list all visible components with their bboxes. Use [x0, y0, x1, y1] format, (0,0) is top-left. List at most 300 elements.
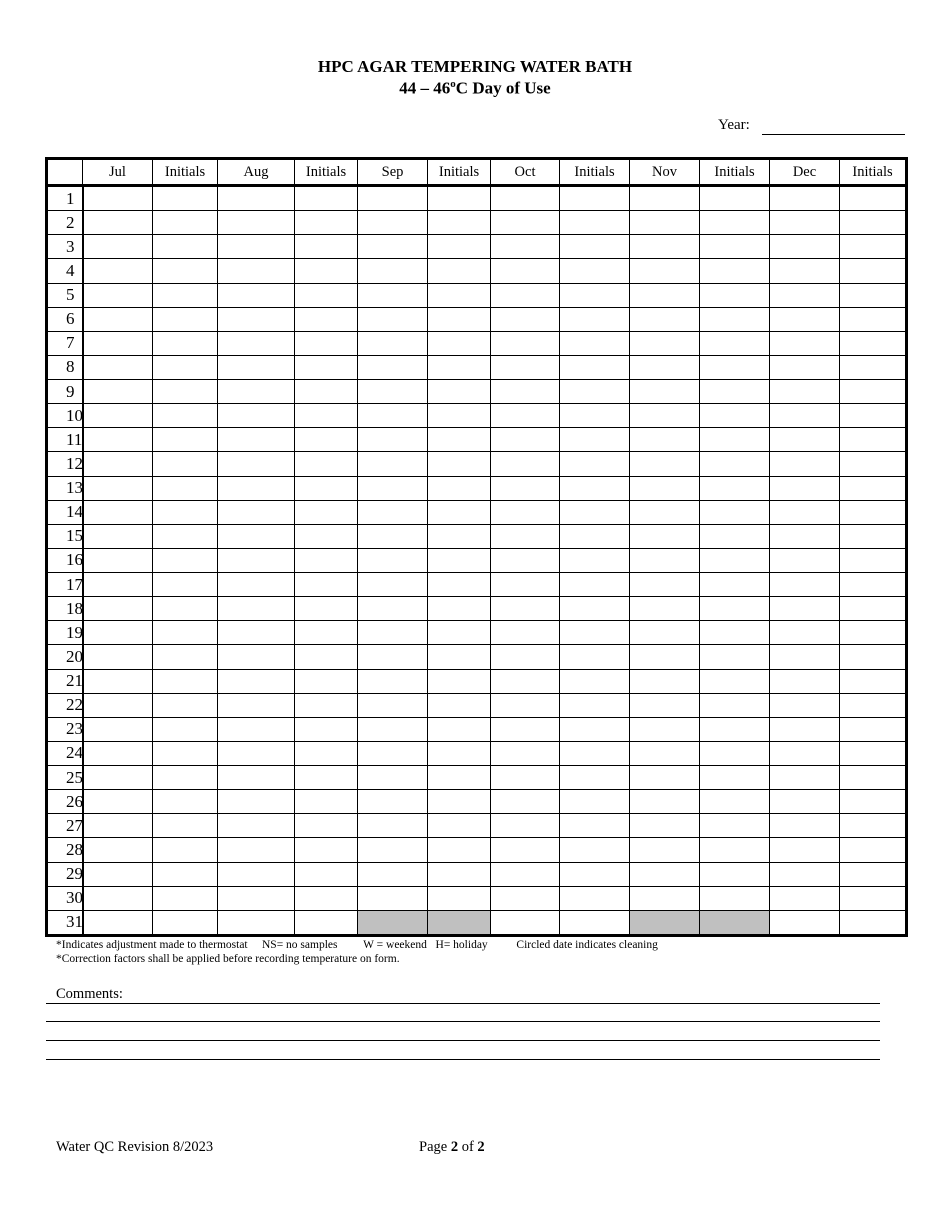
entry-cell[interactable] [358, 645, 428, 669]
entry-cell[interactable] [295, 355, 358, 379]
entry-cell[interactable] [491, 211, 560, 235]
entry-cell[interactable] [218, 910, 295, 935]
entry-cell[interactable] [630, 428, 700, 452]
entry-cell[interactable] [428, 766, 491, 790]
entry-cell[interactable] [700, 283, 770, 307]
entry-cell[interactable] [428, 621, 491, 645]
entry-cell[interactable] [560, 573, 630, 597]
entry-cell[interactable] [428, 428, 491, 452]
entry-cell[interactable] [560, 259, 630, 283]
entry-cell[interactable] [83, 500, 153, 524]
entry-cell[interactable] [153, 307, 218, 331]
entry-cell[interactable] [153, 380, 218, 404]
entry-cell[interactable] [153, 717, 218, 741]
entry-cell[interactable] [560, 597, 630, 621]
entry-cell[interactable] [218, 717, 295, 741]
entry-cell[interactable] [153, 621, 218, 645]
entry-cell[interactable] [630, 790, 700, 814]
entry-cell[interactable] [630, 645, 700, 669]
entry-cell[interactable] [83, 476, 153, 500]
entry-cell[interactable] [218, 573, 295, 597]
entry-cell[interactable] [770, 524, 840, 548]
entry-cell[interactable] [840, 186, 907, 211]
entry-cell[interactable] [83, 548, 153, 572]
entry-cell[interactable] [491, 741, 560, 765]
entry-cell[interactable] [560, 838, 630, 862]
entry-cell[interactable] [358, 186, 428, 211]
entry-cell[interactable] [83, 235, 153, 259]
entry-cell[interactable] [295, 645, 358, 669]
entry-cell[interactable] [428, 645, 491, 669]
entry-cell[interactable] [358, 862, 428, 886]
entry-cell[interactable] [428, 741, 491, 765]
entry-cell[interactable] [358, 500, 428, 524]
entry-cell[interactable] [83, 621, 153, 645]
entry-cell[interactable] [218, 380, 295, 404]
entry-cell[interactable] [428, 573, 491, 597]
entry-cell[interactable] [218, 404, 295, 428]
entry-cell[interactable] [358, 693, 428, 717]
entry-cell[interactable] [770, 717, 840, 741]
entry-cell[interactable] [218, 645, 295, 669]
entry-cell[interactable] [428, 380, 491, 404]
entry-cell[interactable] [218, 355, 295, 379]
entry-cell[interactable] [83, 259, 153, 283]
entry-cell[interactable] [428, 283, 491, 307]
entry-cell[interactable] [358, 211, 428, 235]
entry-cell[interactable] [770, 862, 840, 886]
entry-cell[interactable] [770, 814, 840, 838]
entry-cell[interactable] [700, 211, 770, 235]
entry-cell[interactable] [153, 766, 218, 790]
entry-cell[interactable] [840, 235, 907, 259]
entry-cell[interactable] [83, 573, 153, 597]
entry-cell[interactable] [83, 693, 153, 717]
entry-cell[interactable] [153, 186, 218, 211]
comment-line-2[interactable] [46, 1021, 880, 1022]
entry-cell[interactable] [560, 645, 630, 669]
entry-cell[interactable] [358, 307, 428, 331]
entry-cell[interactable] [700, 259, 770, 283]
entry-cell[interactable] [428, 717, 491, 741]
entry-cell[interactable] [358, 814, 428, 838]
entry-cell[interactable] [770, 428, 840, 452]
entry-cell[interactable] [700, 500, 770, 524]
entry-cell[interactable] [358, 283, 428, 307]
entry-cell[interactable] [770, 669, 840, 693]
entry-cell[interactable] [428, 597, 491, 621]
entry-cell[interactable] [83, 766, 153, 790]
entry-cell[interactable] [560, 186, 630, 211]
entry-cell[interactable] [770, 910, 840, 935]
entry-cell[interactable] [358, 766, 428, 790]
entry-cell[interactable] [153, 862, 218, 886]
entry-cell[interactable] [428, 452, 491, 476]
entry-cell[interactable] [630, 355, 700, 379]
entry-cell[interactable] [295, 814, 358, 838]
entry-cell[interactable] [491, 717, 560, 741]
entry-cell[interactable] [218, 452, 295, 476]
entry-cell[interactable] [218, 524, 295, 548]
entry-cell[interactable] [491, 186, 560, 211]
entry-cell[interactable] [770, 741, 840, 765]
entry-cell[interactable] [770, 355, 840, 379]
entry-cell[interactable] [560, 500, 630, 524]
entry-cell[interactable] [83, 838, 153, 862]
entry-cell[interactable] [153, 838, 218, 862]
entry-cell[interactable] [218, 766, 295, 790]
entry-cell[interactable] [700, 886, 770, 910]
entry-cell[interactable] [83, 283, 153, 307]
entry-cell[interactable] [83, 355, 153, 379]
entry-cell[interactable] [295, 886, 358, 910]
entry-cell[interactable] [840, 862, 907, 886]
entry-cell[interactable] [770, 211, 840, 235]
entry-cell[interactable] [840, 814, 907, 838]
entry-cell[interactable] [295, 669, 358, 693]
entry-cell[interactable] [491, 573, 560, 597]
entry-cell[interactable] [770, 259, 840, 283]
entry-cell[interactable] [428, 259, 491, 283]
entry-cell[interactable] [700, 307, 770, 331]
entry-cell[interactable] [560, 307, 630, 331]
entry-cell[interactable] [295, 331, 358, 355]
entry-cell[interactable] [700, 452, 770, 476]
entry-cell[interactable] [358, 331, 428, 355]
entry-cell[interactable] [358, 259, 428, 283]
entry-cell[interactable] [153, 211, 218, 235]
entry-cell[interactable] [700, 621, 770, 645]
entry-cell[interactable] [700, 331, 770, 355]
entry-cell[interactable] [218, 186, 295, 211]
entry-cell[interactable] [295, 790, 358, 814]
entry-cell[interactable] [630, 814, 700, 838]
entry-cell[interactable] [428, 814, 491, 838]
entry-cell[interactable] [295, 548, 358, 572]
entry-cell[interactable] [153, 669, 218, 693]
entry-cell[interactable] [770, 790, 840, 814]
entry-cell[interactable] [560, 621, 630, 645]
entry-cell[interactable] [560, 910, 630, 935]
entry-cell[interactable] [295, 597, 358, 621]
entry-cell[interactable] [295, 211, 358, 235]
entry-cell[interactable] [83, 524, 153, 548]
entry-cell[interactable] [840, 621, 907, 645]
entry-cell[interactable] [83, 645, 153, 669]
entry-cell[interactable] [840, 886, 907, 910]
entry-cell[interactable] [630, 573, 700, 597]
entry-cell[interactable] [83, 741, 153, 765]
entry-cell[interactable] [700, 645, 770, 669]
entry-cell[interactable] [560, 886, 630, 910]
entry-cell[interactable] [630, 838, 700, 862]
entry-cell[interactable] [491, 548, 560, 572]
entry-cell[interactable] [153, 404, 218, 428]
entry-cell[interactable] [428, 524, 491, 548]
entry-cell[interactable] [560, 283, 630, 307]
entry-cell[interactable] [700, 741, 770, 765]
entry-cell[interactable] [428, 548, 491, 572]
entry-cell[interactable] [428, 693, 491, 717]
entry-cell[interactable] [83, 910, 153, 935]
entry-cell[interactable] [83, 886, 153, 910]
entry-cell[interactable] [83, 307, 153, 331]
entry-cell[interactable] [630, 766, 700, 790]
entry-cell[interactable] [560, 452, 630, 476]
entry-cell[interactable] [700, 814, 770, 838]
entry-cell[interactable] [491, 452, 560, 476]
entry-cell[interactable] [770, 766, 840, 790]
entry-cell[interactable] [428, 838, 491, 862]
entry-cell[interactable] [491, 380, 560, 404]
entry-cell[interactable] [295, 283, 358, 307]
entry-cell[interactable] [218, 838, 295, 862]
entry-cell[interactable] [560, 404, 630, 428]
entry-cell[interactable] [630, 452, 700, 476]
entry-cell[interactable] [770, 693, 840, 717]
entry-cell[interactable] [358, 548, 428, 572]
entry-cell[interactable] [840, 331, 907, 355]
entry-cell[interactable] [840, 259, 907, 283]
entry-cell[interactable] [840, 211, 907, 235]
entry-cell[interactable] [218, 476, 295, 500]
entry-cell[interactable] [153, 645, 218, 669]
entry-cell[interactable] [295, 428, 358, 452]
entry-cell[interactable] [700, 355, 770, 379]
entry-cell[interactable] [358, 355, 428, 379]
entry-cell[interactable] [358, 428, 428, 452]
entry-cell[interactable] [218, 886, 295, 910]
entry-cell[interactable] [560, 717, 630, 741]
entry-cell[interactable] [560, 211, 630, 235]
comment-line-4[interactable] [46, 1059, 880, 1060]
entry-cell[interactable] [770, 476, 840, 500]
entry-cell[interactable] [153, 524, 218, 548]
entry-cell[interactable] [295, 717, 358, 741]
entry-cell[interactable] [700, 476, 770, 500]
entry-cell[interactable] [630, 331, 700, 355]
entry-cell[interactable] [295, 259, 358, 283]
entry-cell[interactable] [153, 452, 218, 476]
entry-cell[interactable] [491, 910, 560, 935]
entry-cell[interactable] [83, 428, 153, 452]
entry-cell[interactable] [428, 355, 491, 379]
entry-cell[interactable] [700, 524, 770, 548]
entry-cell[interactable] [153, 597, 218, 621]
entry-cell[interactable] [358, 790, 428, 814]
entry-cell[interactable] [560, 862, 630, 886]
entry-cell[interactable] [218, 331, 295, 355]
entry-cell[interactable] [840, 548, 907, 572]
entry-cell[interactable] [700, 766, 770, 790]
entry-cell[interactable] [358, 669, 428, 693]
entry-cell[interactable] [83, 597, 153, 621]
entry-cell[interactable] [153, 500, 218, 524]
entry-cell[interactable] [630, 404, 700, 428]
entry-cell[interactable] [491, 766, 560, 790]
entry-cell[interactable] [630, 669, 700, 693]
entry-cell[interactable] [770, 645, 840, 669]
entry-cell[interactable] [218, 211, 295, 235]
entry-cell[interactable] [295, 500, 358, 524]
entry-cell[interactable] [83, 669, 153, 693]
entry-cell[interactable] [295, 910, 358, 935]
entry-cell[interactable] [630, 211, 700, 235]
entry-cell[interactable] [630, 741, 700, 765]
entry-cell[interactable] [218, 548, 295, 572]
entry-cell[interactable] [700, 693, 770, 717]
entry-cell[interactable] [83, 717, 153, 741]
entry-cell[interactable] [83, 790, 153, 814]
entry-cell[interactable] [428, 307, 491, 331]
entry-cell[interactable] [630, 235, 700, 259]
entry-cell[interactable] [218, 597, 295, 621]
entry-cell[interactable] [840, 766, 907, 790]
entry-cell[interactable] [295, 476, 358, 500]
entry-cell[interactable] [295, 621, 358, 645]
entry-cell[interactable] [358, 452, 428, 476]
entry-cell[interactable] [770, 573, 840, 597]
entry-cell[interactable] [560, 814, 630, 838]
entry-cell[interactable] [560, 380, 630, 404]
entry-cell[interactable] [218, 693, 295, 717]
year-field[interactable] [762, 134, 905, 135]
entry-cell[interactable] [83, 331, 153, 355]
entry-cell[interactable] [770, 597, 840, 621]
entry-cell[interactable] [770, 886, 840, 910]
entry-cell[interactable] [491, 235, 560, 259]
entry-cell[interactable] [560, 741, 630, 765]
entry-cell[interactable] [840, 645, 907, 669]
entry-cell[interactable] [770, 500, 840, 524]
entry-cell[interactable] [491, 814, 560, 838]
entry-cell[interactable] [630, 862, 700, 886]
entry-cell[interactable] [840, 741, 907, 765]
entry-cell[interactable] [840, 500, 907, 524]
entry-cell[interactable] [428, 235, 491, 259]
entry-cell[interactable] [840, 476, 907, 500]
entry-cell[interactable] [218, 790, 295, 814]
entry-cell[interactable] [770, 186, 840, 211]
entry-cell[interactable] [491, 693, 560, 717]
entry-cell[interactable] [218, 307, 295, 331]
entry-cell[interactable] [840, 380, 907, 404]
comment-line-1[interactable] [46, 1003, 880, 1004]
entry-cell[interactable] [630, 283, 700, 307]
entry-cell[interactable] [358, 380, 428, 404]
entry-cell[interactable] [630, 500, 700, 524]
entry-cell[interactable] [630, 186, 700, 211]
entry-cell[interactable] [153, 355, 218, 379]
entry-cell[interactable] [83, 814, 153, 838]
entry-cell[interactable] [295, 693, 358, 717]
entry-cell[interactable] [630, 524, 700, 548]
entry-cell[interactable] [428, 211, 491, 235]
entry-cell[interactable] [560, 669, 630, 693]
entry-cell[interactable] [700, 597, 770, 621]
entry-cell[interactable] [218, 621, 295, 645]
entry-cell[interactable] [428, 790, 491, 814]
entry-cell[interactable] [770, 621, 840, 645]
entry-cell[interactable] [491, 597, 560, 621]
entry-cell[interactable] [630, 380, 700, 404]
entry-cell[interactable] [630, 597, 700, 621]
entry-cell[interactable] [358, 573, 428, 597]
entry-cell[interactable] [840, 717, 907, 741]
entry-cell[interactable] [491, 331, 560, 355]
entry-cell[interactable] [358, 524, 428, 548]
entry-cell[interactable] [840, 838, 907, 862]
entry-cell[interactable] [491, 476, 560, 500]
entry-cell[interactable] [153, 741, 218, 765]
entry-cell[interactable] [491, 355, 560, 379]
entry-cell[interactable] [358, 597, 428, 621]
entry-cell[interactable] [153, 573, 218, 597]
entry-cell[interactable] [840, 597, 907, 621]
entry-cell[interactable] [700, 838, 770, 862]
entry-cell[interactable] [218, 259, 295, 283]
entry-cell[interactable] [153, 814, 218, 838]
entry-cell[interactable] [428, 476, 491, 500]
entry-cell[interactable] [630, 717, 700, 741]
entry-cell[interactable] [491, 428, 560, 452]
entry-cell[interactable] [491, 283, 560, 307]
entry-cell[interactable] [491, 500, 560, 524]
entry-cell[interactable] [428, 862, 491, 886]
entry-cell[interactable] [700, 790, 770, 814]
entry-cell[interactable] [358, 476, 428, 500]
entry-cell[interactable] [295, 524, 358, 548]
entry-cell[interactable] [153, 259, 218, 283]
entry-cell[interactable] [770, 331, 840, 355]
entry-cell[interactable] [840, 524, 907, 548]
entry-cell[interactable] [358, 717, 428, 741]
entry-cell[interactable] [358, 621, 428, 645]
entry-cell[interactable] [295, 307, 358, 331]
entry-cell[interactable] [83, 862, 153, 886]
entry-cell[interactable] [560, 428, 630, 452]
entry-cell[interactable] [153, 886, 218, 910]
entry-cell[interactable] [358, 886, 428, 910]
entry-cell[interactable] [83, 452, 153, 476]
entry-cell[interactable] [295, 573, 358, 597]
entry-cell[interactable] [560, 235, 630, 259]
entry-cell[interactable] [491, 862, 560, 886]
entry-cell[interactable] [428, 404, 491, 428]
entry-cell[interactable] [491, 645, 560, 669]
entry-cell[interactable] [770, 380, 840, 404]
entry-cell[interactable] [840, 307, 907, 331]
entry-cell[interactable] [428, 669, 491, 693]
entry-cell[interactable] [295, 235, 358, 259]
entry-cell[interactable] [358, 741, 428, 765]
entry-cell[interactable] [840, 355, 907, 379]
entry-cell[interactable] [560, 476, 630, 500]
entry-cell[interactable] [218, 669, 295, 693]
entry-cell[interactable] [840, 573, 907, 597]
entry-cell[interactable] [700, 380, 770, 404]
entry-cell[interactable] [560, 766, 630, 790]
entry-cell[interactable] [153, 910, 218, 935]
entry-cell[interactable] [700, 235, 770, 259]
entry-cell[interactable] [630, 259, 700, 283]
entry-cell[interactable] [700, 862, 770, 886]
entry-cell[interactable] [630, 886, 700, 910]
entry-cell[interactable] [840, 790, 907, 814]
entry-cell[interactable] [840, 428, 907, 452]
entry-cell[interactable] [218, 235, 295, 259]
entry-cell[interactable] [153, 476, 218, 500]
